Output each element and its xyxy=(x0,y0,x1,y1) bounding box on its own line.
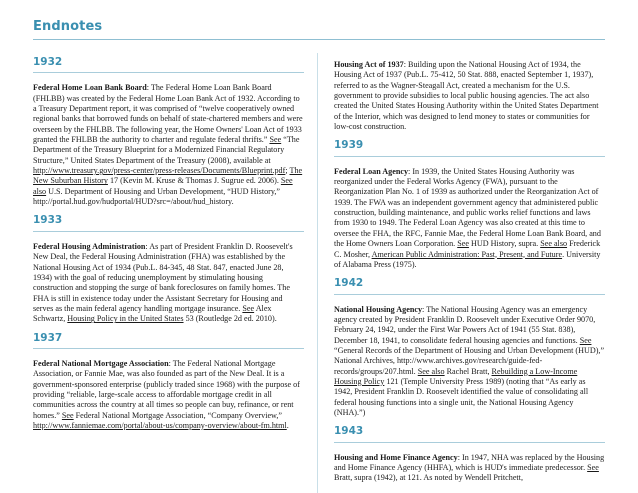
endnote-text: Alex Schwartz, xyxy=(33,303,272,324)
book-title: Housing Policy in the United States xyxy=(67,314,184,324)
endnote-text: “The Department of the Treasury Blueprint for a Modernized Financial Regulatory Structure,” United States Department of the Treasury (2008), available at xyxy=(33,135,300,165)
page-title: Endnotes xyxy=(33,19,103,34)
endnote-federal-home-loan-bank-board xyxy=(33,83,304,207)
endnote-text: 53 (Routledge 2d ed. 2010). xyxy=(183,314,277,324)
endnote-text: : Building upon the National Housing Act of 1934, the Housing Act of 1937 (Pub.L. 75-412, 50 Stat. 888, enacted September 1, 1937), referred to as the Wagner-Steagall Act, created a mechanism for the U.S. government to provide subsidies to local public housing agencies. The act also created the United States Housing Authority within the United States Department of the Interior, which was designed to lend money to states or communities for low-cost construction. xyxy=(334,60,599,132)
endnote-term: Federal Home Loan Bank Board xyxy=(33,83,147,93)
year-divider xyxy=(334,294,605,295)
endnote-federal-housing-administration xyxy=(33,242,304,325)
column-divider xyxy=(317,53,318,493)
endnote-text: Frederick C. Mosher, xyxy=(334,239,601,259)
endnote-text: : In 1939, the United States Housing Authority was reorganized under the Federal Works Agency (FWA), pursuant to the Reorganization Plan No. 1 of 1939 as authorized under the Reorganization Act of 1939. The FWA was an independent government agency that administered public construction, building maintenance, and public works relief functions and laws from 1930 to 1949. The Federal Loan Agency was also created at this time to oversee the FHA, the RFC, Fannie Mae, the Federal Home Loan Bank Board, and the Home Owners Loan Corporation. xyxy=(334,166,601,249)
title-divider xyxy=(33,39,605,40)
endnote-federal-loan-agency xyxy=(334,167,605,270)
see-link[interactable]: See xyxy=(242,303,255,313)
year-heading-1932: 1932 xyxy=(33,56,63,68)
see-link[interactable]: See xyxy=(61,410,74,420)
endnote-text: Bratt, supra (1942), at 121. As noted by Wendell Pritchett, xyxy=(334,473,523,483)
endnote-federal-national-mortgage-association xyxy=(33,359,304,431)
left-column xyxy=(33,57,304,439)
endnote-text: : In 1947, NHA was replaced by the Housing and Home Finance Agency (HHFA), which is HUD's immediate predecessor. xyxy=(334,452,605,472)
right-column xyxy=(334,60,605,492)
year-heading-1942: 1942 xyxy=(334,277,364,290)
endnote-text: U.S. Department of Housing and Urban Development, “HUD History,” http://portal.hud.gov/hudportal/HUD?src=/about/hud_history. xyxy=(33,186,281,207)
endnote-text: . xyxy=(286,420,289,430)
endnote-text: ; xyxy=(285,166,290,176)
endnote-term: National Housing Agency xyxy=(334,304,423,314)
year-heading-1933: 1933 xyxy=(33,214,63,227)
endnote-term: Federal Housing Administration xyxy=(33,241,146,251)
see-link[interactable]: See xyxy=(457,239,469,249)
endnote-text: : The National Housing Agency was an emergency agency created by President Franklin D. Roosevelt under Executive Order 9070, February 24, 1942, under the First War Powers Act of 1941 (55 Stat. 838), December 18, 1941, to consolidate federal housing agencies and functions. xyxy=(334,304,596,345)
endnote-text: 17 (Kevin M. Kruse & Thomas J. Sugrue ed. 2006). xyxy=(107,176,281,186)
year-divider xyxy=(33,231,304,232)
endnote-term: Housing and Home Finance Agency xyxy=(334,452,458,462)
endnote-text: : The Federal National Mortgage Association, or Fannie Mae, was also founded as part of the New Deal. It is a government-sponsored enterprise (publicly traded since 1968) with the purpose of providing “reliable, large-scale access to affordable mortgage credit in all communities across the country at all times so people can buy, refinance, or rent homes.” xyxy=(33,358,300,420)
year-divider xyxy=(334,442,605,443)
book-title: Rebuilding a Low-Income Housing Policy xyxy=(334,366,578,386)
endnote-text: “General Records of the Department of Housing and Urban Development (HUD),” National Archives, http://www.archives.gov/research/guide-fed-records/groups/207.html. xyxy=(334,345,605,376)
year-heading-1939: 1939 xyxy=(334,139,364,152)
see-also-link[interactable]: See also xyxy=(540,239,568,249)
url-link[interactable]: http://www.treasury.gov/press-center/press-releases/Documents/Blueprint.pdf xyxy=(33,166,286,176)
endnote-housing-act-of-1937 xyxy=(334,60,605,132)
endnote-text: . University of Alabama Press (1975). xyxy=(334,249,601,269)
see-also-link[interactable]: See also xyxy=(33,176,293,196)
see-also-link[interactable]: See also xyxy=(417,366,445,376)
see-link[interactable]: See xyxy=(269,135,282,145)
book-title: The New Suburban History xyxy=(33,166,303,186)
see-link[interactable]: See xyxy=(579,335,592,345)
endnote-text: HUD History, supra. xyxy=(468,239,541,249)
year-heading-1937: 1937 xyxy=(33,331,63,344)
endnote-text: Rachel Bratt, xyxy=(444,366,492,376)
year-divider xyxy=(33,72,304,73)
see-link[interactable]: See xyxy=(587,463,599,472)
endnote-text: Federal National Mortgage Association, “Company Overview,” xyxy=(73,410,283,420)
endnote-term: Federal National Mortgage Association xyxy=(33,358,169,368)
endnote-term: Housing Act of 1937 xyxy=(334,60,404,69)
endnote-text: 121 (Temple University Press 1989) (noting that “As early as 1942, President Franklin D. Roosevelt identified the value of consolidating all federal housing functions into a single unit, the National Housing Agency (NHA).”) xyxy=(334,376,589,417)
year-divider xyxy=(33,348,304,349)
endnote-national-housing-agency xyxy=(334,305,605,419)
year-divider xyxy=(334,156,605,157)
book-title: American Public Administration: Past, Present, and Future xyxy=(371,249,563,259)
endnote-term: Federal Loan Agency xyxy=(334,166,409,176)
url-link[interactable]: http://www.fanniemae.com/portal/about-us/company-overview/about-fm.html xyxy=(33,420,287,430)
endnote-text: : As part of President Franklin D. Roosevelt's New Deal, the Federal Housing Administration (FHA) was established by the National Housing Act of 1934 (Pub.L. 84-345, 48 Stat. 847, enacted June 28, 1934) with the goal of reducing unemployment by stimulating housing construction and stopping the surge of bank foreclosures on family homes. The FHA is still in existence today under the Assistant Secretary for Housing and serves as the main federal agency handling mortgage insurance. xyxy=(33,241,293,313)
endnote-housing-and-home-finance-agency xyxy=(334,453,605,484)
endnote-text: : The Federal Home Loan Bank Board (FHLBB) was created by the Federal Home Loan Bank Act of 1932. According to a Treasury Department report, it was comprised of “twelve cooperatively owned regional banks that borrowed funds on behalf of state-chartered members and were overseen by the FHLBB. The following year, the Home Owners' Loan Act of 1933 granted the FHLBB the authority to charter and regulate federal thrifts.” xyxy=(33,83,303,145)
year-heading-1943: 1943 xyxy=(334,425,364,438)
